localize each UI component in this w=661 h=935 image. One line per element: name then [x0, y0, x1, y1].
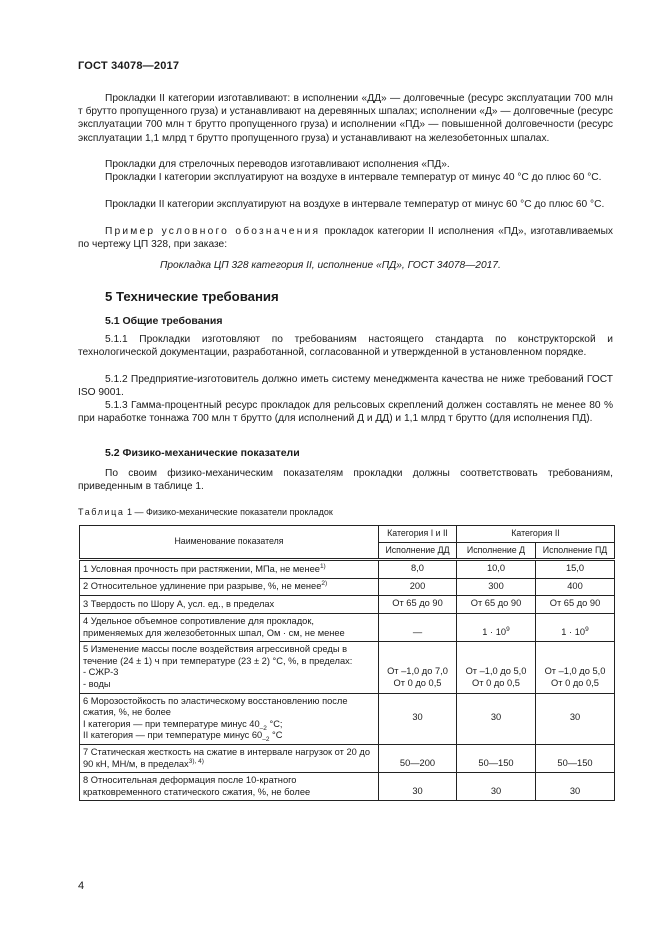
row-5-d-szhr: От –1,0 до 5,0: [465, 666, 527, 677]
row-4-d-base: 1 · 10: [482, 626, 507, 637]
row-5-dd-szhr: От –1,0 до 7,0: [387, 666, 448, 677]
row-6-line-cat-i: [83, 719, 375, 731]
paragraph-5-2: По своим физико-механическим показателям прокладки должны соответствовать требованиям, приведенным в таблице 1.: [78, 468, 613, 493]
row-5-line-water: - воды: [83, 678, 111, 689]
row-5-pd-szhr: От –1,0 до 5,0: [544, 666, 606, 677]
paragraph-5-1-1: 5.1.1 Прокладки изготовляют по требованиям настоящего стандарта по конструкторской и технологической документации, разработанной, согласованной и утвержденной в установленном порядке.: [78, 334, 613, 359]
paragraph-categories-ii: Прокладки II категории изготавливают: в исполнении «ДД» — долговечные (ресурс эксплуатации 700 млн т брутто пропущенного груза) и устанавливают на деревянных шпалах; исполнении «Д» — долговечные (ресурс эксплуатации 700 млн т брутто пропущенного груза) и исполнении «ПД» — повышенной долговечности (ресурс эксплуатации 1,1 млрд т брутто пропущенного груза) и устанавливают на железобетонных шпалах.: [78, 93, 613, 144]
row-5-dd-water: От 0 до 0,5: [393, 677, 442, 688]
row-4-d-exponent: 9: [506, 625, 510, 633]
row-4-pd-exponent: 9: [585, 625, 589, 633]
designation-lead: Пример условного обозначения: [105, 226, 321, 237]
header-category-i-ii: Категория I и II: [379, 526, 457, 543]
paragraph-switch-pads: Прокладки для стрелочных переводов изготавливают исполнения «ПД».: [105, 159, 450, 170]
table-row: [80, 642, 615, 693]
physical-mechanical-table: [79, 525, 615, 801]
row-1-d: 10,0: [457, 560, 536, 579]
paragraph-5-1-3: 5.1.3 Гамма-процентный ресурс прокладок для рельсовых скреплений должен составлять не менее 80 % при наработке тоннажа 700 млн т брутто (для исполнений Д и ДД) и 1,1 млрд т брутто (для исполнения ПД).: [78, 400, 613, 425]
row-6-line-cat-ii: [83, 730, 375, 742]
table-row: [80, 693, 615, 744]
row-4-d: [457, 613, 536, 641]
row-6-d: 30: [457, 693, 536, 744]
row-1-dd: 8,0: [379, 560, 457, 579]
row-6-cat-ii-text: II категория — при температуре минус 60: [83, 730, 263, 741]
designation-example-text: Прокладка ЦП 328 категория II, исполнение «ПД», ГОСТ 34078—2017.: [160, 260, 501, 271]
section-5-1-title: 5.1 Общие требования: [105, 315, 223, 327]
row-3-pd: От 65 до 90: [536, 596, 615, 614]
row-5-pd: [536, 642, 615, 693]
page-number: 4: [78, 880, 85, 892]
paragraph-designation-example: [78, 225, 613, 251]
row-8-pd: 30: [536, 773, 615, 801]
row-3-dd: От 65 до 90: [379, 596, 457, 614]
row-6-dd: 30: [379, 693, 457, 744]
row-2-d: 300: [457, 578, 536, 596]
row-5-dd: [379, 642, 457, 693]
row-7-name: [80, 744, 379, 772]
table-row: [80, 560, 615, 579]
header-execution-pd: Исполнение ПД: [536, 542, 615, 560]
row-4-pd-base: 1 · 10: [561, 626, 586, 637]
row-1-name-text: 1 Условная прочность при растяжении, МПа, не менее: [83, 563, 320, 574]
row-7-pd: 50—150: [536, 744, 615, 772]
table-header-row: [80, 526, 615, 543]
paragraph-category-i-temp: Прокладки I категории эксплуатируют на воздухе в интервале температур от минус 40 °С до плюс 60 °С.: [105, 172, 602, 183]
table-row: [80, 744, 615, 772]
header-execution-dd: Исполнение ДД: [379, 542, 457, 560]
row-5-name-text: 5 Изменение массы после воздействия агрессивной среды в течение (24 ± 1) ч при температуре (23 ± 2) °С, %, в пределах:: [83, 644, 353, 666]
row-8-dd: 30: [379, 773, 457, 801]
row-6-cat-i-text: I категория — при температуре минус 40: [83, 718, 260, 729]
row-4-dd: —: [379, 613, 457, 641]
row-3-name: 3 Твердость по Шору А, усл. ед., в пределах: [80, 596, 379, 614]
table-row: [80, 773, 615, 801]
table-row: [80, 613, 615, 641]
row-2-name-text: 2 Относительное удлинение при разрыве, %, не менее: [83, 581, 322, 592]
section-5-title: 5 Технические требования: [105, 289, 279, 304]
row-4-name: 4 Удельное объемное сопротивление для прокладок, применяемых для железобетонных шпал, Ом · см, не менее: [80, 613, 379, 641]
row-5-d-water: От 0 до 0,5: [472, 677, 520, 688]
header-category-ii: Категория II: [457, 526, 615, 543]
paragraph-5-1-2: 5.1.2 Предприятие-изготовитель должно иметь систему менеджмента качества не ниже требований ГОСТ ISO 9001.: [78, 374, 613, 399]
row-1-name: [80, 560, 379, 579]
table-row: [80, 596, 615, 614]
row-6-cat-ii-unit: °С: [269, 730, 283, 741]
row-6-name: [80, 693, 379, 744]
table-caption-lead: Таблица: [78, 507, 125, 517]
row-7-d: 50—150: [457, 744, 536, 772]
row-6-cat-i-unit: °С;: [266, 718, 283, 729]
footnote-ref: 2): [321, 580, 328, 588]
row-7-name-text: 7 Статическая жесткость на сжатие в интервале нагрузок от 20 до 90 кН, МН/м, в пределах: [83, 746, 371, 769]
row-6-cat-i-tolerance: –2: [259, 724, 267, 732]
row-5-d: [457, 642, 536, 693]
row-1-pd: 15,0: [536, 560, 615, 579]
footnote-ref: 3), 4): [188, 757, 204, 765]
paragraph-category-ii-temp: Прокладки II категории эксплуатируют на воздухе в интервале температур от минус 60 °С до плюс 60 °С.: [105, 199, 605, 210]
row-5-line-szhr: - СЖР-3: [83, 667, 119, 678]
table-caption-rest: 1 — Физико-механические показатели прокладок: [124, 507, 333, 517]
row-4-pd: [536, 613, 615, 641]
section-5-2-title: 5.2 Физико-механические показатели: [105, 447, 300, 459]
row-3-d: От 65 до 90: [457, 596, 536, 614]
document-header: ГОСТ 34078—2017: [78, 60, 180, 72]
row-2-name: [80, 578, 379, 596]
row-2-pd: 400: [536, 578, 615, 596]
row-6-pd: 30: [536, 693, 615, 744]
row-5-name: [80, 642, 379, 693]
table-row: [80, 578, 615, 596]
table-caption: [78, 507, 333, 517]
header-indicator-name: Наименование показателя: [80, 526, 379, 560]
footnote-ref: 1): [319, 562, 326, 570]
row-5-pd-water: От 0 до 0,5: [551, 677, 599, 688]
header-execution-d: Исполнение Д: [457, 542, 536, 560]
row-8-name: 8 Относительная деформация после 10-кратного кратковременного статического сжатия, %, не более: [80, 773, 379, 801]
row-2-dd: 200: [379, 578, 457, 596]
row-6-name-text: 6 Морозостойкость по эластическому восстановлению после сжатия, %, не более: [83, 695, 348, 718]
row-8-d: 30: [457, 773, 536, 801]
row-6-cat-ii-tolerance: –2: [262, 736, 270, 744]
designation-rest: прокладок категории II исполнения «ПД», изготавливаемых по чертежу ЦП 328, при заказе:: [78, 226, 613, 251]
row-7-dd: 50—200: [379, 744, 457, 772]
